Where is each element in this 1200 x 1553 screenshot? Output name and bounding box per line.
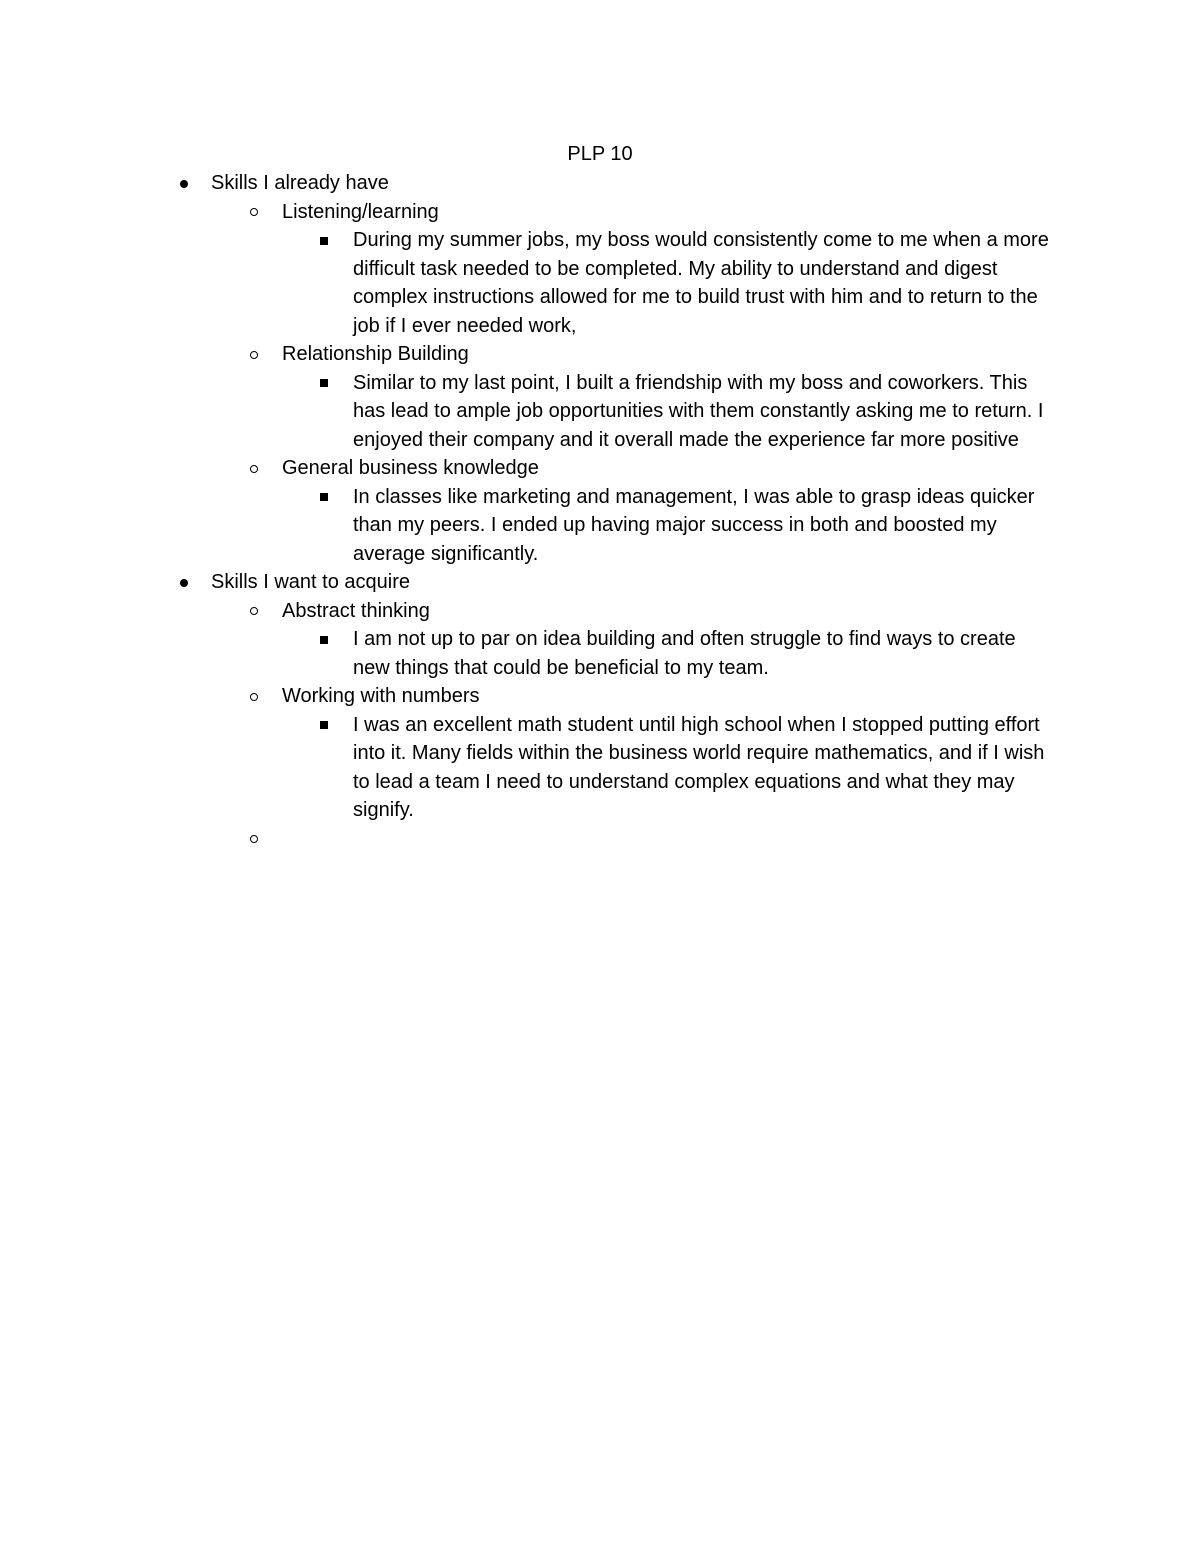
empty-list-item xyxy=(0,825,1200,854)
hollow-bullet-icon xyxy=(244,340,264,369)
skill-detail: I was an excellent math student until high school when I stopped putting effort into it. Many fields within the business world require mathematics, and if I wish to lead a team I need to understand complex equations and what they may signify. xyxy=(353,713,1045,821)
skill-detail-row xyxy=(0,711,1200,825)
hollow-bullet-icon xyxy=(244,825,264,854)
outline-list xyxy=(0,169,1200,853)
skill-item-row xyxy=(0,454,1200,483)
filled-bullet-icon xyxy=(174,169,194,198)
hollow-bullet-icon xyxy=(244,597,264,626)
skill-detail-row xyxy=(0,483,1200,569)
skill-label: General business knowledge xyxy=(282,457,539,479)
skill-label: Abstract thinking xyxy=(282,599,430,622)
skill-detail-row xyxy=(0,226,1200,340)
skill-item-row xyxy=(0,682,1200,711)
section-heading: Skills I already have xyxy=(211,172,389,194)
skill-detail: Similar to my last point, I built a friendship with my boss and coworkers. This has lead to ample job opportunities with them constantly asking me to return. I enjoyed their company and it overall made the experience far more positive xyxy=(353,371,1044,451)
skill-label: Relationship Building xyxy=(282,343,469,365)
skill-item-row xyxy=(0,340,1200,369)
hollow-bullet-icon xyxy=(244,682,264,711)
skill-detail-row xyxy=(0,625,1200,682)
skill-detail: In classes like marketing and management, I was able to grasp ideas quicker than my peers. I ended up having major success in both and boosted my average significantly. xyxy=(353,485,1035,565)
hollow-bullet-icon xyxy=(244,454,264,483)
square-bullet-icon xyxy=(314,369,334,398)
section-heading-row xyxy=(0,169,1200,198)
skill-item-row xyxy=(0,198,1200,227)
empty-item-text xyxy=(282,825,1200,854)
square-bullet-icon xyxy=(314,711,334,740)
square-bullet-icon xyxy=(314,483,334,512)
document-title: PLP 10 xyxy=(567,143,633,165)
skill-detail-row xyxy=(0,369,1200,455)
square-bullet-icon xyxy=(314,625,334,654)
section-heading-row xyxy=(0,568,1200,597)
skill-label: Listening/learning xyxy=(282,200,439,223)
skill-detail: I am not up to par on idea building and often struggle to find ways to create new things that could be beneficial to my team. xyxy=(353,628,1016,679)
skill-detail: During my summer jobs, my boss would consistently come to me when a more difficult task needed to be completed. My ability to understand and digest complex instructions allowed for me to build trust with him and to return to the job if I ever needed work, xyxy=(353,229,1049,337)
skill-item-row xyxy=(0,597,1200,626)
hollow-bullet-icon xyxy=(244,198,264,227)
square-bullet-icon xyxy=(314,226,334,255)
filled-bullet-icon xyxy=(174,568,194,597)
section-heading: Skills I want to acquire xyxy=(211,571,410,593)
skill-label: Working with numbers xyxy=(282,685,480,707)
